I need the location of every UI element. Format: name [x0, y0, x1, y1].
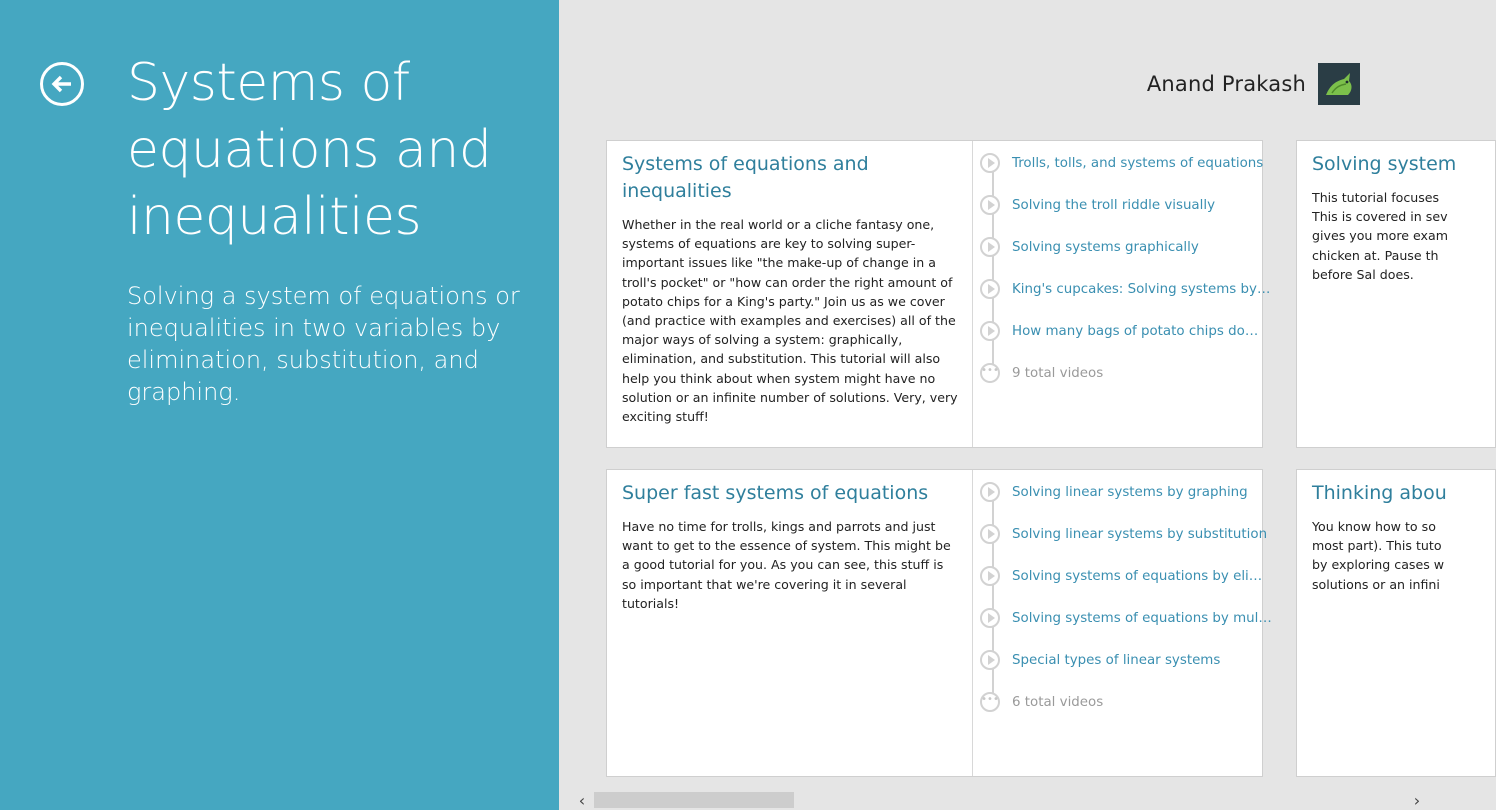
tutorial-description	[607, 470, 973, 776]
tutorial-title[interactable]: Solving system	[1312, 153, 1457, 175]
tutorial-text-line: before Sal does.	[1312, 266, 1414, 282]
video-item[interactable]: Solving systems of equations by mul…	[980, 605, 1256, 631]
video-item[interactable]: King's cupcakes: Solving systems by…	[980, 276, 1256, 302]
play-icon	[980, 195, 1000, 215]
page-title: Systems of equations and inequalities	[127, 53, 492, 247]
tutorial-title[interactable]: Thinking abou	[1312, 482, 1447, 504]
tutorial-text-line: most part). This tuto	[1312, 538, 1442, 554]
back-arrow-icon	[49, 71, 75, 97]
leaf-creature-icon	[1322, 67, 1356, 101]
video-item[interactable]: Trolls, tolls, and systems of equations	[980, 150, 1256, 176]
play-icon	[980, 279, 1000, 299]
more-icon: •••	[980, 363, 1000, 383]
play-icon	[980, 650, 1000, 670]
play-icon	[980, 566, 1000, 586]
tutorial-text-line: chicken at. Pause th	[1312, 247, 1439, 263]
tutorial-text: Whether in the real world or a cliche fantasy one, systems of equations are key to solving super-important issues like "the make-up of change in a troll's pocket" or "how can order the right amount of potato chips for a King's party." Join us as we cover (and practice with examples and exercises) all of the major ways of solving a system: graphically, elimination, and substitution. This tutorial will also help you think about when system might have no solution or an infinite number of solutions. Very, very exciting stuff!	[622, 217, 958, 425]
horizontal-scrollbar[interactable]	[559, 790, 1440, 810]
page-subtitle: Solving a system of equations or inequalities in two variables by elimination, substitution, and graphing.	[127, 282, 520, 406]
tutorial-text-line: by exploring cases w	[1312, 557, 1445, 573]
tutorial-text-line: You know how to so	[1312, 519, 1436, 534]
play-icon	[980, 482, 1000, 502]
tutorial-text-line: solutions or an infini	[1312, 576, 1440, 592]
total-videos-link[interactable]: ••• 6 total videos	[980, 689, 1256, 715]
tutorial-card-partial[interactable]	[1296, 469, 1496, 777]
video-item[interactable]: How many bags of potato chips do…	[980, 318, 1256, 344]
content-area	[559, 0, 1457, 810]
scrollbar-thumb[interactable]	[594, 792, 794, 808]
play-icon	[980, 608, 1000, 628]
avatar	[1318, 63, 1360, 105]
more-icon: •••	[980, 692, 1000, 712]
video-item[interactable]: Solving the troll riddle visually	[980, 192, 1256, 218]
video-item[interactable]: Special types of linear systems	[980, 647, 1256, 673]
video-item[interactable]: Solving systems of equations by eli…	[980, 563, 1256, 589]
play-icon	[980, 524, 1000, 544]
tutorial-text-line: This is covered in sev	[1312, 209, 1448, 225]
video-item[interactable]: Solving linear systems by substitution	[980, 521, 1256, 547]
total-videos-link[interactable]: ••• 9 total videos	[980, 360, 1256, 386]
video-list	[973, 470, 1272, 776]
user-info[interactable]	[1147, 63, 1360, 105]
back-button[interactable]	[40, 62, 84, 106]
video-item[interactable]: Solving systems graphically	[980, 234, 1256, 260]
left-panel	[0, 0, 559, 810]
tutorial-card-partial[interactable]	[1296, 140, 1496, 448]
play-icon	[980, 153, 1000, 173]
tutorial-card[interactable]	[606, 140, 1271, 448]
tutorial-text-line: This tutorial focuses	[1312, 190, 1440, 205]
play-icon	[980, 237, 1000, 257]
tutorial-card[interactable]	[606, 469, 1272, 777]
video-item[interactable]: Solving linear systems by graphing	[980, 479, 1256, 505]
video-list	[973, 141, 1271, 447]
tutorial-title[interactable]: Super fast systems of equations	[622, 482, 929, 504]
tutorial-title[interactable]: Systems of equations and inequalities	[622, 153, 869, 202]
tutorial-description	[607, 141, 973, 447]
scroll-left-icon[interactable]: ‹	[578, 790, 586, 810]
play-icon	[980, 321, 1000, 341]
tutorial-text-line: gives you more exam	[1312, 228, 1448, 244]
tutorial-text: Have no time for trolls, kings and parrots and just want to get to the essence of system. This might be a good tutorial for you. As you can see, this stuff is so important that we're covering it in several tutorials!	[622, 519, 951, 611]
user-name: Anand Prakash	[1146, 72, 1306, 96]
scroll-right-icon[interactable]: ›	[1413, 790, 1421, 810]
